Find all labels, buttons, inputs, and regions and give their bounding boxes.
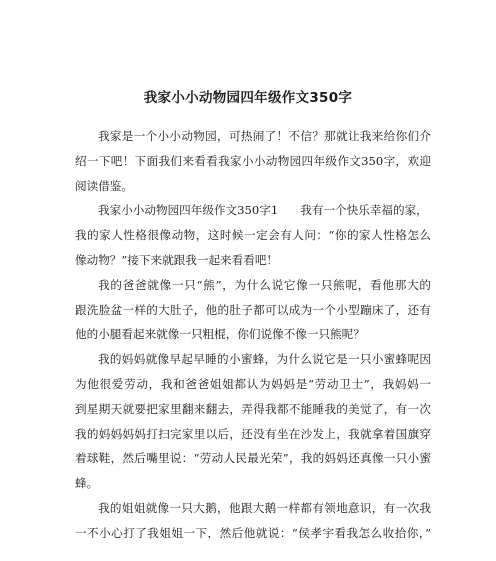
- text-line: 到星期天就要把家里翻来翻去，弄得我都不能睡我的美觉了，有一次: [75, 401, 431, 416]
- text-line: [75, 198, 431, 223]
- text-line: 我家是一个小小动物园，可热闹了！不信？那就让我来给你们介: [98, 129, 431, 143]
- intro-paragraph: [75, 124, 431, 198]
- text-line: 我的妈妈妈妈打扫完家里以后，还没有坐在沙发上，我就拿着国旗穿: [75, 426, 431, 441]
- text-line: 蜂。: [75, 476, 99, 491]
- text-line: 我的妈妈就像早起早睡的小蜜蜂，为什么说它是一只小蜜蜂呢因: [98, 352, 431, 367]
- text-line: 为他很爱劳动，我和爸爸姐姐都认为妈妈是“劳动卫士”，我妈妈一: [75, 376, 431, 391]
- mom-paragraph: [75, 347, 431, 496]
- text-line: 阅读借鉴。: [75, 178, 133, 193]
- text-line: 我的家人性格很像动物，这时候一定会有人问：“你的家人性格怎么: [75, 228, 431, 243]
- document-title: 我家小小动物园四年级作文350字: [143, 90, 353, 106]
- text-line: 他的小腿看起来就像一只粗棍，你们说像不像一只熊呢？: [75, 327, 365, 342]
- text-segment: 我有一个快乐幸福的家，: [300, 203, 428, 218]
- text-line: 我的爸爸就像一只“熊”，为什么说它像一只熊呢，看他那大的: [98, 277, 431, 292]
- text-line: 跟洗脸盆一样的大肚子，他的肚子都可以成为一个小型蹦床了，还有: [75, 302, 431, 317]
- section-heading-paragraph: [75, 198, 431, 272]
- sister-paragraph: [75, 496, 431, 546]
- article-body: [75, 124, 431, 546]
- text-line: 像动物？”接下来就跟我一起来看看吧！: [75, 252, 279, 267]
- text-line: 一不小心打了我姐姐一下，然后他就说：“侯孝宇看我怎么收拾你，”: [75, 525, 431, 540]
- text-line: 着球鞋，然后嘴里说：“劳动人民最光荣”，我的妈妈还真像一只小蜜: [75, 451, 431, 466]
- dad-paragraph: [75, 273, 431, 347]
- text-line: 我的姐姐就像一只大鹅，他跟大鹅一样都有领地意识，有一次我: [98, 500, 431, 515]
- text-line: 绍一下吧！下面我们来看看我家小小动物园四年级作文350字，欢迎: [75, 153, 431, 168]
- section-heading: 我家小小动物园四年级作文350字1: [98, 203, 279, 218]
